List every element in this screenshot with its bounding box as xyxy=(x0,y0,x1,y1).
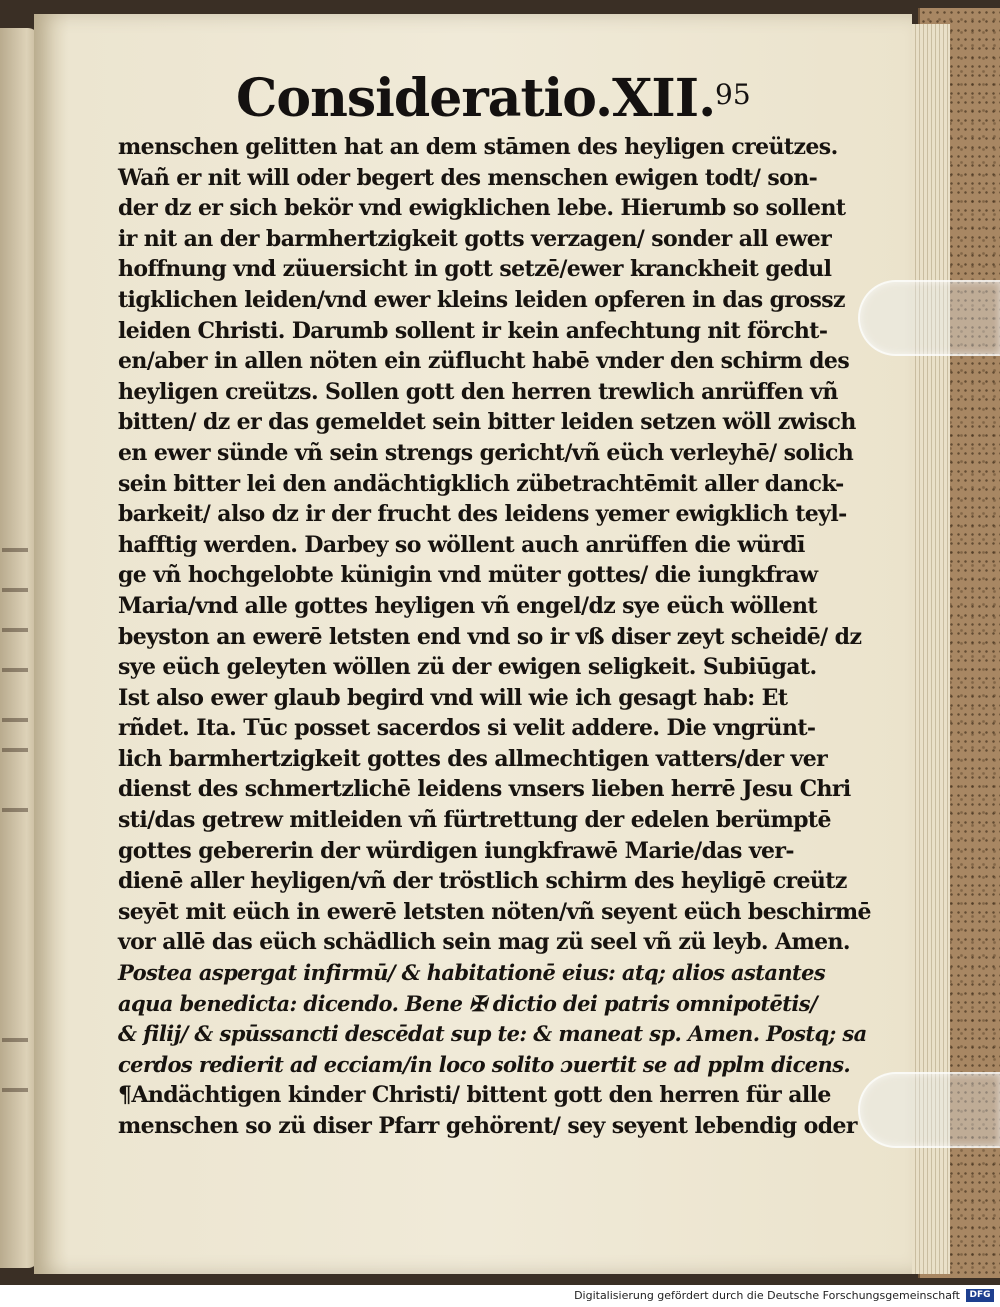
text-line: Ist also ewer glaub begird vnd will wie ich gesagt hab: Et xyxy=(118,684,788,711)
text-line: dienst des schmertzlichē leidens vnsers lieben herrē Jesu Chri xyxy=(118,776,851,803)
text-line: en/aber in allen nöten ein züflucht habē vnder den schirm des xyxy=(118,348,850,375)
text-line: hoffnung vnd züuersicht in gott setzē/ewer kranckheit gedul xyxy=(118,256,832,283)
text-line: sye eüch geleyten wöllen zü der ewigen seligkeit. Subiūgat. xyxy=(118,654,817,681)
text-line: beyston an ewerē letsten end vnd so ir vß diser zeyt scheidē/ dz xyxy=(118,623,862,650)
running-title: Consideratio.XII. xyxy=(236,68,716,129)
facing-page-edge xyxy=(0,28,38,1268)
page-number: 95 xyxy=(715,78,751,111)
text-line: ir nit an der barmhertzigkeit gotts verzagen/ sonder all ewer xyxy=(118,225,832,252)
text-line: lich barmhertzigkeit gottes des allmechtigen vatters/der ver xyxy=(118,745,828,772)
page-clip-top xyxy=(858,280,1000,356)
text-line: rñdet. Ita. Tūc posset sacerdos si velit addere. Die vngrünt- xyxy=(118,715,816,742)
text-line: Maria/vnd alle gottes heyligen vñ engel/dz sye eüch wöllent xyxy=(118,592,817,619)
text-line: vor allē das eüch schädlich sein mag zü seel vñ zü leyb. Amen. xyxy=(118,929,850,956)
text-line-latin: & filij/ & spūssancti descēdat sup te: & maneat sp. Amen. Postq; sa xyxy=(118,1021,867,1047)
text-line: leiden Christi. Darumb sollent ir kein anfechtung nit förcht- xyxy=(118,317,828,344)
text-line: menschen gelitten hat an dem stāmen des heyligen creützes. xyxy=(118,134,838,160)
text-line: sti/das getrew mitleiden vñ fürtrettung der edelen berümptē xyxy=(118,807,831,834)
text-line-latin: cerdos redierit ad ecciam/in loco solito ɔuertit se ad pplm dicens. xyxy=(118,1051,851,1077)
footer-credit: Digitalisierung gefördert durch die Deutsche Forschungsgemeinschaft xyxy=(574,1289,960,1302)
text-block xyxy=(118,132,871,1142)
text-line: ¶Andächtigen kinder Christi/ bittent gott den herren für alle xyxy=(118,1082,831,1109)
digitization-footer xyxy=(0,1285,1000,1307)
dfg-logo-icon: DFG xyxy=(966,1289,994,1302)
page-clip-bottom xyxy=(858,1072,1000,1148)
text-line: Wañ er nit will oder begert des menschen ewigen todt/ son- xyxy=(118,164,818,191)
text-line: hafftig werden. Darbey so wöllent auch anrüffen die würdī xyxy=(118,531,805,558)
text-line: seyēt mit eüch in ewerē letsten nöten/vñ seyent eüch beschirmē xyxy=(118,898,871,925)
text-line-latin: aqua benedicta: dicendo. Bene ✠ dictio dei patris omnipotētis/ xyxy=(118,990,818,1016)
text-line: tigklichen leiden/vnd ewer kleins leiden opferen in das grossz xyxy=(118,286,845,313)
text-line: menschen so zü diser Pfarr gehörent/ sey seyent lebendig oder xyxy=(118,1113,857,1139)
text-line: barkeit/ also dz ir der frucht des leidens yemer ewigklich teyl- xyxy=(118,501,847,528)
text-line-latin: Postea aspergat infirmū/ & habitationē eius: atq; alios astantes xyxy=(118,960,826,986)
text-line: ge vñ hochgelobte künigin vnd müter gottes/ die iungkfraw xyxy=(118,562,818,589)
text-line: gottes gebererin der würdigen iungkfrawē Marie/das ver- xyxy=(118,837,794,864)
text-line: sein bitter lei den andächtigklich zübetrachtēmit aller danck- xyxy=(118,470,844,497)
text-line: heyligen creützs. Sollen gott den herren trewlich anrüffen vñ xyxy=(118,378,838,405)
text-line: der dz er sich bekör vnd ewigklichen lebe. Hierumb so sollent xyxy=(118,195,846,222)
text-line: bitten/ dz er das gemeldet sein bitter leiden setzen wöll zwisch xyxy=(118,409,856,436)
text-line: en ewer sünde vñ sein strengs gericht/vñ eüch verleyhē/ solich xyxy=(118,439,854,466)
text-line: dienē aller heyligen/vñ der tröstlich schirm des heyligē creütz xyxy=(118,868,847,895)
